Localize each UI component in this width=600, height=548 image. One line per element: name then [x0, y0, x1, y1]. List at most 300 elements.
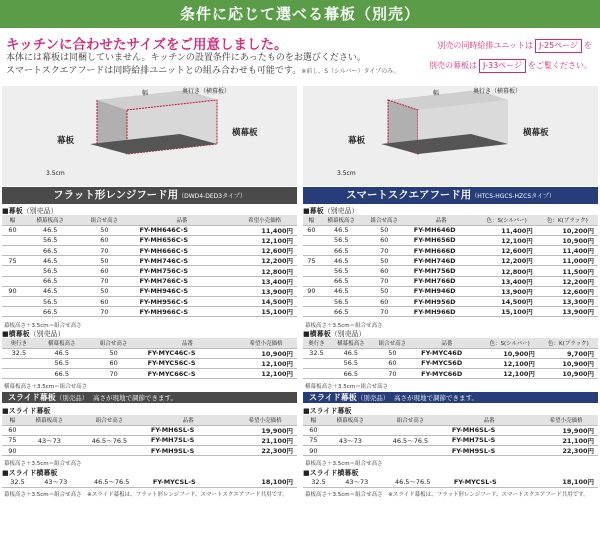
cell-c: 70 [77, 307, 131, 317]
cell-m: FY-MH756C-S [131, 266, 232, 276]
cell-w: 90 [2, 446, 23, 456]
smart-slide-bar [303, 392, 598, 403]
smart-front-section-label: ■幕板 [303, 207, 324, 215]
cell-m: FY-MH946C-S [131, 286, 232, 296]
flat-slide-section: ■スライド幕板 [2, 407, 51, 415]
col-part: 品番 [140, 338, 235, 348]
cell-m: FY-MH956D [406, 297, 477, 307]
cell-c: 46.5〜76.5 [76, 435, 143, 445]
table-row [2, 235, 297, 245]
table-row [2, 266, 297, 276]
cell-h: 66.5 [320, 246, 363, 256]
cell-c: 50 [363, 286, 406, 296]
cell-h: 43〜73 [334, 477, 379, 487]
page-references [429, 36, 592, 76]
cell-w [303, 266, 320, 276]
smart-slide-title: スライド幕板 [309, 393, 357, 402]
cell-w: 32.5 [303, 477, 334, 487]
front-panel-label: 幕板 [57, 136, 75, 146]
flat-slide-side-note: 幕板高さ＋3.5cm＝組合せ高さ ※スライド幕板は、フラット形レンジフード、スマートスクエアフード共用です。 [4, 492, 288, 498]
table-row [2, 425, 297, 435]
cell-h: 46.5 [320, 256, 363, 266]
table-row [303, 425, 598, 435]
table-row [303, 446, 598, 456]
smart-front-rows [303, 225, 598, 317]
cell-h: 66.5 [23, 246, 77, 256]
smart-hood-panel [303, 86, 598, 536]
cell-c: 60 [372, 358, 414, 368]
flat-front-table [2, 215, 297, 317]
cell-w: 90 [2, 286, 23, 296]
cell-m: FY-MYC66D [413, 369, 480, 379]
cell-w: 90 [303, 446, 324, 456]
cell-h: 56.5 [330, 358, 372, 368]
cell-p: 19,900円 [233, 425, 297, 435]
cell-k: 12,200円 [537, 276, 598, 286]
table-header [2, 338, 297, 348]
cell-p: 12,100円 [232, 235, 297, 245]
width-label: 幅 [142, 90, 149, 97]
cell-w: 32.5 [303, 348, 330, 358]
cell-c: 70 [363, 307, 406, 317]
cell-m: FY-MH766C-S [131, 276, 232, 286]
col-depth: 奥行き [2, 338, 36, 348]
table-row [303, 358, 598, 368]
cell-k: 10,900円 [539, 369, 598, 379]
cell-h: 46.5 [23, 286, 77, 296]
cell-c: 70 [77, 276, 131, 286]
col-height: 横幕板高さ [324, 415, 377, 425]
cell-c: 70 [363, 276, 406, 286]
cell-c [76, 425, 143, 435]
col-height: 横幕板高さ [23, 215, 77, 225]
cell-w: 60 [2, 425, 23, 435]
smart-slide-rows [303, 425, 598, 456]
cell-m: FY-MYC46D [413, 348, 480, 358]
cell-m: FY-MH646C-S [131, 225, 232, 235]
width-label: 幅 [433, 90, 440, 97]
cell-m: FY-MH9SL-S [444, 446, 535, 456]
cell-c: 50 [363, 256, 406, 266]
cell-w: 32.5 [2, 348, 36, 358]
col-height: 横幕板高さ [320, 215, 363, 225]
cell-s: 12,200円 [476, 256, 536, 266]
cell-p: 22,300円 [534, 446, 598, 456]
col-combo: 組合せ高さ [372, 338, 414, 348]
side-panel-label: 横幕板 [232, 128, 258, 138]
cell-k: 11,000円 [537, 256, 598, 266]
cell-h: 66.5 [36, 369, 88, 379]
smart-front-note: 幕板高さ＋3.5cm＝組合せ高さ [305, 323, 383, 329]
smart-slide-note: 高さが現地で調節できます。 [394, 394, 478, 402]
intro-line-2-text: スマートスクエアフードは同時給排ユニットとの組み合わせも可能です。 [6, 66, 302, 76]
ref-panel-page-link[interactable]: J-33ページ [479, 59, 526, 73]
cell-s: 12,100円 [481, 369, 539, 379]
col-part: 品番 [444, 415, 535, 425]
cell-p: 10,900円 [235, 348, 297, 358]
smart-slide-title-sub: （別売品） [356, 394, 387, 402]
col-height: 横幕板高さ [23, 415, 76, 425]
cell-m: FY-MH666C-S [131, 246, 232, 256]
cell-c: 46.5〜76.5 [377, 435, 444, 445]
table-header [303, 338, 598, 348]
flat-hood-title-sub: （DWD4-DED3タイプ） [178, 193, 246, 200]
col-width: 幅 [303, 215, 320, 225]
flat-front-note: 幕板高さ＋3.5cm＝組合せ高さ [4, 323, 82, 329]
col-width: 幅 [2, 215, 23, 225]
cell-h: 43〜73 [324, 435, 377, 445]
cell-h [23, 446, 76, 456]
intro-text [6, 52, 400, 78]
cell-c: 50 [372, 348, 414, 358]
cell-p: 14,500円 [232, 297, 297, 307]
flat-front-section-sub: （別売品） [22, 207, 58, 215]
cell-w [303, 276, 320, 286]
col-height: 横幕板高さ [36, 338, 88, 348]
flat-front-section-label: ■幕板 [2, 207, 23, 215]
cell-m: FY-MH746C-S [131, 256, 232, 266]
flat-slide-bar [2, 392, 297, 403]
flat-side-section-label: ■横幕板 [2, 330, 30, 338]
table-row [2, 225, 297, 235]
col-part: 品番 [131, 215, 232, 225]
cell-h [324, 446, 377, 456]
table-header [303, 215, 598, 225]
col-price: 希望小売価格 [232, 215, 297, 225]
table-row [303, 297, 598, 307]
ref-panel-suffix: をご覧ください。 [528, 61, 592, 70]
cell-c: 50 [77, 256, 131, 266]
cell-h: 46.5 [320, 286, 363, 296]
cell-h: 56.5 [320, 235, 363, 245]
cell-w [303, 358, 330, 368]
flat-slide-side-rows [2, 477, 297, 487]
table-row [303, 276, 598, 286]
cell-s: 12,600円 [476, 246, 536, 256]
col-combo: 組合せ高さ [77, 215, 131, 225]
cell-c: 50 [77, 286, 131, 296]
cell-h [23, 425, 76, 435]
smart-hood-title-bar [303, 187, 598, 204]
cell-p: 18,100円 [535, 477, 598, 487]
table-row [2, 348, 297, 358]
ref-unit [429, 36, 592, 56]
page-banner: 条件に応じて選べる幕板（別売） [0, 0, 600, 28]
cell-p: 12,200円 [232, 256, 297, 266]
cell-c: 60 [363, 235, 406, 245]
cell-c: 46.5〜76.5 [79, 477, 145, 487]
col-price: 希望小売価格 [233, 415, 297, 425]
cell-p: 18,100円 [234, 477, 297, 487]
headline: キッチンに合わせたサイズをご用意しました。 [6, 37, 288, 53]
cell-w [303, 369, 330, 379]
flat-slide-note: 高さが現地で調節できます。 [93, 394, 177, 402]
front-panel-label: 幕板 [348, 136, 366, 146]
col-silver: 色：S(シルバー) [476, 215, 536, 225]
cell-h: 46.5 [23, 256, 77, 266]
col-combo: 組合せ高さ [363, 215, 406, 225]
smart-hood-illustration [303, 86, 598, 186]
cell-m: FY-MYC56C-S [140, 358, 235, 368]
cell-m: FY-MYC46C-S [140, 348, 235, 358]
ref-panel [429, 56, 592, 76]
cell-k: 10,200円 [537, 225, 598, 235]
cell-m: FY-MH9SL-S [143, 446, 234, 456]
flat-side-table [2, 338, 297, 379]
table-row [2, 286, 297, 296]
smart-slide-table [303, 415, 598, 456]
table-row [2, 477, 297, 487]
cell-w: 75 [2, 256, 23, 266]
col-price: 希望小売価格 [534, 415, 598, 425]
cell-m: FY-MH656C-S [131, 235, 232, 245]
cell-p: 12,100円 [235, 358, 297, 368]
cell-h: 46.5 [36, 348, 88, 358]
cell-c: 60 [363, 297, 406, 307]
cell-s: 11,400円 [476, 225, 536, 235]
smart-side-section-label: ■横幕板 [303, 330, 331, 338]
col-price: 希望小売価格 [235, 338, 297, 348]
cell-w [2, 235, 23, 245]
cell-w: 60 [2, 225, 23, 235]
cell-m: FY-MH966D [406, 307, 477, 317]
cell-m: FY-MH956C-S [131, 297, 232, 307]
flat-slide-side-section: ■スライド横幕板 [2, 469, 58, 477]
table-row [303, 256, 598, 266]
cell-p: 11,400円 [232, 225, 297, 235]
cell-h: 56.5 [23, 297, 77, 307]
gap-label: 3.5cm [46, 170, 65, 177]
table-row [303, 246, 598, 256]
smart-side-table [303, 338, 598, 379]
cell-m: FY-MH946D [406, 286, 477, 296]
cell-p: 21,100円 [233, 435, 297, 445]
cell-w [303, 235, 320, 245]
cell-m: FY-MH6SL-S [444, 425, 535, 435]
cell-k: 11,400円 [537, 246, 598, 256]
flat-hood-panel [2, 86, 297, 536]
cell-c: 70 [372, 369, 414, 379]
intro-note: ※前し、S（シルバー）タイプのみ。 [301, 68, 400, 75]
table-header [2, 215, 297, 225]
table-row [2, 446, 297, 456]
col-black: 色：K(ブラック) [539, 338, 598, 348]
table-row [303, 435, 598, 445]
cell-m: FY-MH746D [406, 256, 477, 266]
cell-c: 70 [77, 246, 131, 256]
cell-m: FY-MYCSL-S [145, 477, 234, 487]
flat-side-section-sub: （別売品） [29, 330, 65, 338]
cell-w: 32.5 [2, 477, 33, 487]
intro-line-2 [6, 65, 400, 78]
cell-p: 19,900円 [534, 425, 598, 435]
col-combo: 組合せ高さ [377, 415, 444, 425]
cell-k: 12,600円 [537, 286, 598, 296]
smart-front-table [303, 215, 598, 317]
smart-slide-note-foot: 幕板高さ＋3.5cm＝組合せ高さ [305, 461, 383, 467]
smart-slide-side-note: 幕板高さ＋3.5cm＝組合せ高さ ※スライド幕板は、フラット形レンジフード、スマートスクエアフード共用です。 [305, 492, 589, 498]
ref-unit-suffix: を [584, 41, 592, 50]
cell-c: 50 [363, 225, 406, 235]
smart-slide-side-rows [303, 477, 598, 487]
table-row [2, 276, 297, 286]
cell-s: 14,500円 [476, 297, 536, 307]
cell-w: 75 [303, 256, 320, 266]
cell-m: FY-MH766D [406, 276, 477, 286]
cell-k: 13,900円 [537, 307, 598, 317]
flat-slide-rows [2, 425, 297, 456]
cell-c [377, 425, 444, 435]
flat-slide-note-foot: 幕板高さ＋3.5cm＝組合せ高さ [4, 461, 82, 467]
cell-m: FY-MH666D [406, 246, 477, 256]
cell-w [2, 297, 23, 307]
cell-m: FY-MH756D [406, 266, 477, 276]
cell-p: 12,600円 [232, 246, 297, 256]
cell-c: 60 [77, 235, 131, 245]
cell-s: 12,100円 [476, 235, 536, 245]
cell-h: 43〜73 [23, 435, 76, 445]
cell-h: 46.5 [330, 348, 372, 358]
cell-w [303, 307, 320, 317]
flat-slide-title-sub: （別売品） [55, 394, 86, 402]
flat-slide-table [2, 415, 297, 456]
smart-slide-section: ■スライド幕板 [303, 407, 352, 415]
cell-p: 22,300円 [233, 446, 297, 456]
table-row [2, 369, 297, 379]
ref-unit-page-link[interactable]: J-25ページ [535, 39, 582, 53]
table-header [303, 415, 598, 425]
table-row [303, 369, 598, 379]
depth-label: 奥行き（横幕板） [182, 88, 231, 95]
table-row [303, 235, 598, 245]
cell-c: 60 [77, 297, 131, 307]
cell-c: 60 [363, 266, 406, 276]
cell-c [377, 446, 444, 456]
cell-p: 15,100円 [232, 307, 297, 317]
cell-h: 56.5 [320, 297, 363, 307]
flat-front-rows [2, 225, 297, 317]
flat-hood-title-bar [2, 187, 297, 204]
cell-w: 75 [303, 435, 324, 445]
cell-h: 66.5 [23, 276, 77, 286]
cell-p: 13,400円 [232, 276, 297, 286]
cell-h [324, 425, 377, 435]
cell-h: 56.5 [36, 358, 88, 368]
cell-c: 50 [77, 225, 131, 235]
cell-w [303, 246, 320, 256]
flat-slide-side-table [2, 477, 297, 488]
cell-w [303, 297, 320, 307]
cell-c: 50 [88, 348, 140, 358]
col-combo: 組合せ高さ [88, 338, 140, 348]
cell-m: FY-MYC56D [413, 358, 480, 368]
smart-side-rows [303, 348, 598, 379]
cell-p: 12,800円 [232, 266, 297, 276]
ref-panel-prefix: 別売の幕板は [429, 61, 478, 70]
cell-p: 12,100円 [235, 369, 297, 379]
cell-h: 66.5 [330, 369, 372, 379]
smart-hood-title-sub: （HTCS-HGCS-HZCSタイプ） [471, 193, 555, 200]
table-row [303, 266, 598, 276]
cell-k: 11,500円 [537, 266, 598, 276]
cell-s: 13,900円 [476, 286, 536, 296]
cell-h: 66.5 [23, 307, 77, 317]
col-width: 幅 [2, 415, 23, 425]
smart-hood-title: スマートスクエアフード用 [346, 189, 472, 201]
cell-c: 60 [88, 358, 140, 368]
cell-s: 12,800円 [476, 266, 536, 276]
cell-s: 13,400円 [476, 276, 536, 286]
flat-hood-title: フラット形レンジフード用 [53, 189, 179, 201]
cell-m: FY-MYCSL-S [446, 477, 535, 487]
cell-p: 21,100円 [534, 435, 598, 445]
cell-k: 9,700円 [539, 348, 598, 358]
col-width: 幅 [303, 415, 324, 425]
cell-c: 46.5〜76.5 [380, 477, 446, 487]
cell-m: FY-MH646D [406, 225, 477, 235]
cell-w: 60 [303, 425, 324, 435]
ref-unit-prefix: 別売の同時給排ユニットは [437, 41, 534, 50]
cell-s: 10,900円 [481, 348, 539, 358]
cell-w [2, 276, 23, 286]
cell-w: 60 [303, 225, 320, 235]
table-row [2, 246, 297, 256]
cell-w [2, 246, 23, 256]
smart-slide-side-table [303, 477, 598, 488]
depth-label: 奥行き（横幕板） [473, 88, 522, 95]
smart-side-note: 横幕板高さ＋3.5cm＝組合せ高さ [305, 384, 389, 390]
flat-hood-illustration [2, 86, 297, 186]
cell-h: 66.5 [320, 307, 363, 317]
cell-k: 10,900円 [539, 358, 598, 368]
cell-w [2, 307, 23, 317]
cell-c: 70 [363, 246, 406, 256]
cell-h: 56.5 [23, 235, 77, 245]
col-part: 品番 [406, 215, 477, 225]
cell-w [2, 266, 23, 276]
cell-k: 13,300円 [537, 297, 598, 307]
cell-c: 70 [88, 369, 140, 379]
table-row [303, 225, 598, 235]
cell-m: FY-MYC66C-S [140, 369, 235, 379]
cell-m: FY-MH656D [406, 235, 477, 245]
col-black: 色：K(ブラック) [537, 215, 598, 225]
cell-w [2, 358, 36, 368]
gap-label: 3.5cm [337, 170, 356, 177]
cell-m: FY-MH7SL-S [444, 435, 535, 445]
cell-h: 56.5 [320, 266, 363, 276]
cell-m: FY-MH966C-S [131, 307, 232, 317]
table-row [303, 307, 598, 317]
col-height: 横幕板高さ [330, 338, 372, 348]
table-row [303, 348, 598, 358]
side-panel-label: 横幕板 [523, 128, 549, 138]
flat-slide-title: スライド幕板 [8, 393, 56, 402]
col-silver: 色：S(シルバー) [481, 338, 539, 348]
flat-side-rows [2, 348, 297, 379]
cell-s: 15,100円 [476, 307, 536, 317]
cell-p: 13,900円 [232, 286, 297, 296]
cell-h: 46.5 [320, 225, 363, 235]
flat-side-note: 横幕板高さ＋3.5cm＝組合せ高さ [4, 384, 88, 390]
intro-line-1: 本体には幕板は同梱していません。キッチンの設置条件にあったものをお選びください。 [6, 53, 366, 63]
cell-m: FY-MH6SL-S [143, 425, 234, 435]
table-row [2, 307, 297, 317]
cell-m: FY-MH7SL-S [143, 435, 234, 445]
cell-c: 60 [77, 266, 131, 276]
col-part: 品番 [143, 415, 234, 425]
smart-front-section-sub: （別売品） [323, 207, 359, 215]
